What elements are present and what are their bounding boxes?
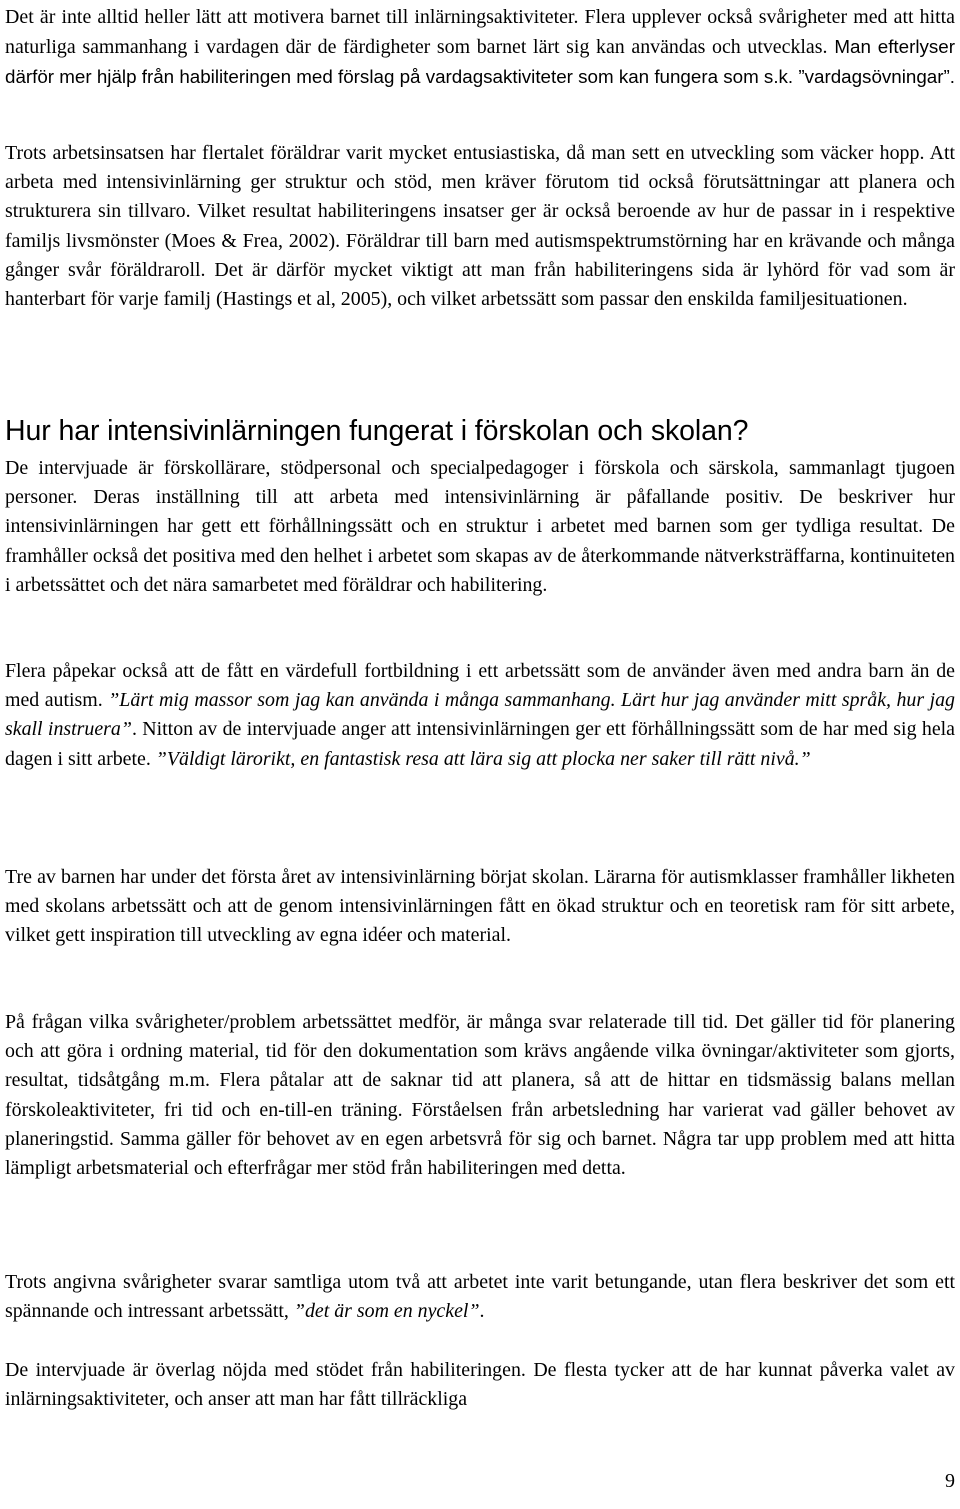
paragraph-4-quote-2: ”Väldigt lärorikt, en fantastisk resa att lära sig att plocka ner saker till rätt nivå.” <box>155 747 811 770</box>
paragraph-4-quote-1: ”Lärt mig massor som jag kan använda i många sammanhang. Lärt hur jag använder mitt språk, hur jag skall instruera” <box>5 689 956 741</box>
section-heading: Hur har intensivinlärningen fungerat i förskolan och skolan? <box>5 415 749 447</box>
paragraph-7-quote: ”det är som en nyckel” <box>293 1300 480 1323</box>
paragraph-4-text-b: . Nitton av de intervjuade anger att intensivinlärningen ger ett förhållningssätt som de har med sig hela dagen i sitt arbete. <box>5 718 955 770</box>
paragraph-1-text: Det är inte alltid heller lätt att motivera barnet till inlärningsaktiviteter. Flera upplever också svårigheter med att hitta naturliga sammanhang i vardagen där de färdigheter som barnet lärt sig kan användas och utvecklas. <box>5 6 955 59</box>
paragraph-8: De intervjuade är överlag nöjda med stödet från habiliteringen. De flesta tycker att de har kunnat påverka valet av inlärningsaktiviteter, och anser att man har fått tillräckliga <box>5 1359 955 1411</box>
paragraph-1 <box>5 3 955 93</box>
paragraph-6: På frågan vilka svårigheter/problem arbetssättet medför, är många svar relaterade till tid. Det gäller tid för planering och att göra i ordning material, tid för den dokumentation som krävs angående vilka övningar/aktiviteter som gjorts, resultat, tidsåtgång m.m. Flera påtalar att de saknar tid att planera, så att de hittar en tidsmässig balans mellan förskoleaktiviteter, fri tid och en-till-en träning. Förståelsen från arbetsledning har varierat vad gäller behovet av planeringstid. Samma gäller för behovet av en egen arbetsvrå för sig och barnet. Några tar upp problem med att hitta lämpligt arbetsmaterial och efterfrågar mer stöd från habiliteringen med detta. <box>5 1011 955 1180</box>
paragraph-5: Tre av barnen har under det första året av intensivinlärning börjat skolan. Lärarna för autismklasser framhåller likheten med skolans arbetssätt och att de genom intensivinlärningen fått en ökad struktur och en teoretisk ram för sitt arbete, vilket gett inspiration till utveckling av egna idéer och material. <box>5 866 955 947</box>
paragraph-4-text-a: Flera påpekar också att de fått en värdefull fortbildning i ett arbetssätt som de använder även med andra barn än de med autism. <box>5 660 955 712</box>
paragraph-3: De intervjuade är förskollärare, stödpersonal och specialpedagoger i förskola och särskola, sammanlagt tjugoen personer. Deras inställning till att arbeta med intensivinlärning är påfallande positiv. De beskriver hur intensivinlärningen har gett ett förhållningssätt och en struktur i arbetet med barnen som ger tydliga resultat. De framhåller också det positiva med den helhet i arbetet som skapas av de återkommande nätverksträffarna, kontinuiteten i arbetssättet och det nära samarbetet med föräldrar och habilitering. <box>5 457 955 596</box>
paragraph-2: Trots arbetsinsatsen har flertalet föräldrar varit mycket entusiastiska, då man sett en utveckling som väcker hopp. Att arbeta med intensivinlärning ger struktur och stöd, men kräver förutom tid också förutsättningar att planera och strukturera sin tillvaro. Vilket resultat habiliteringens insatser ger är också beroende av hur de passar in i respektive familjs livsmönster (Moes & Frea, 2002). Föräldrar till barn med autismspektrumstörning har en krävande och många gånger svår föräldraroll. Det är därför mycket viktigt att man från habiliteringens sida är lyhörd för vad som är hanterbart för varje familj (Hastings et al, 2005), och vilket arbetssätt som passar den enskilda familjesituationen. <box>5 142 955 311</box>
paragraph-7-text-b: . <box>479 1300 485 1323</box>
paragraph-4 <box>5 657 955 774</box>
page-number: 9 <box>945 1470 955 1492</box>
paragraph-1-sans-text: Man efterlyser därför mer hjälp från habiliteringen med förslag på vardagsaktiviteter som kan fungera som s.k. ”vardagsövningar”. <box>5 36 955 88</box>
paragraph-7 <box>5 1268 955 1326</box>
paragraph-7-text-a: Trots angivna svårigheter svarar samtliga utom två att arbetet inte varit betungande, utan flera beskriver det som ett spännande och intressant arbetssätt, <box>5 1271 955 1323</box>
